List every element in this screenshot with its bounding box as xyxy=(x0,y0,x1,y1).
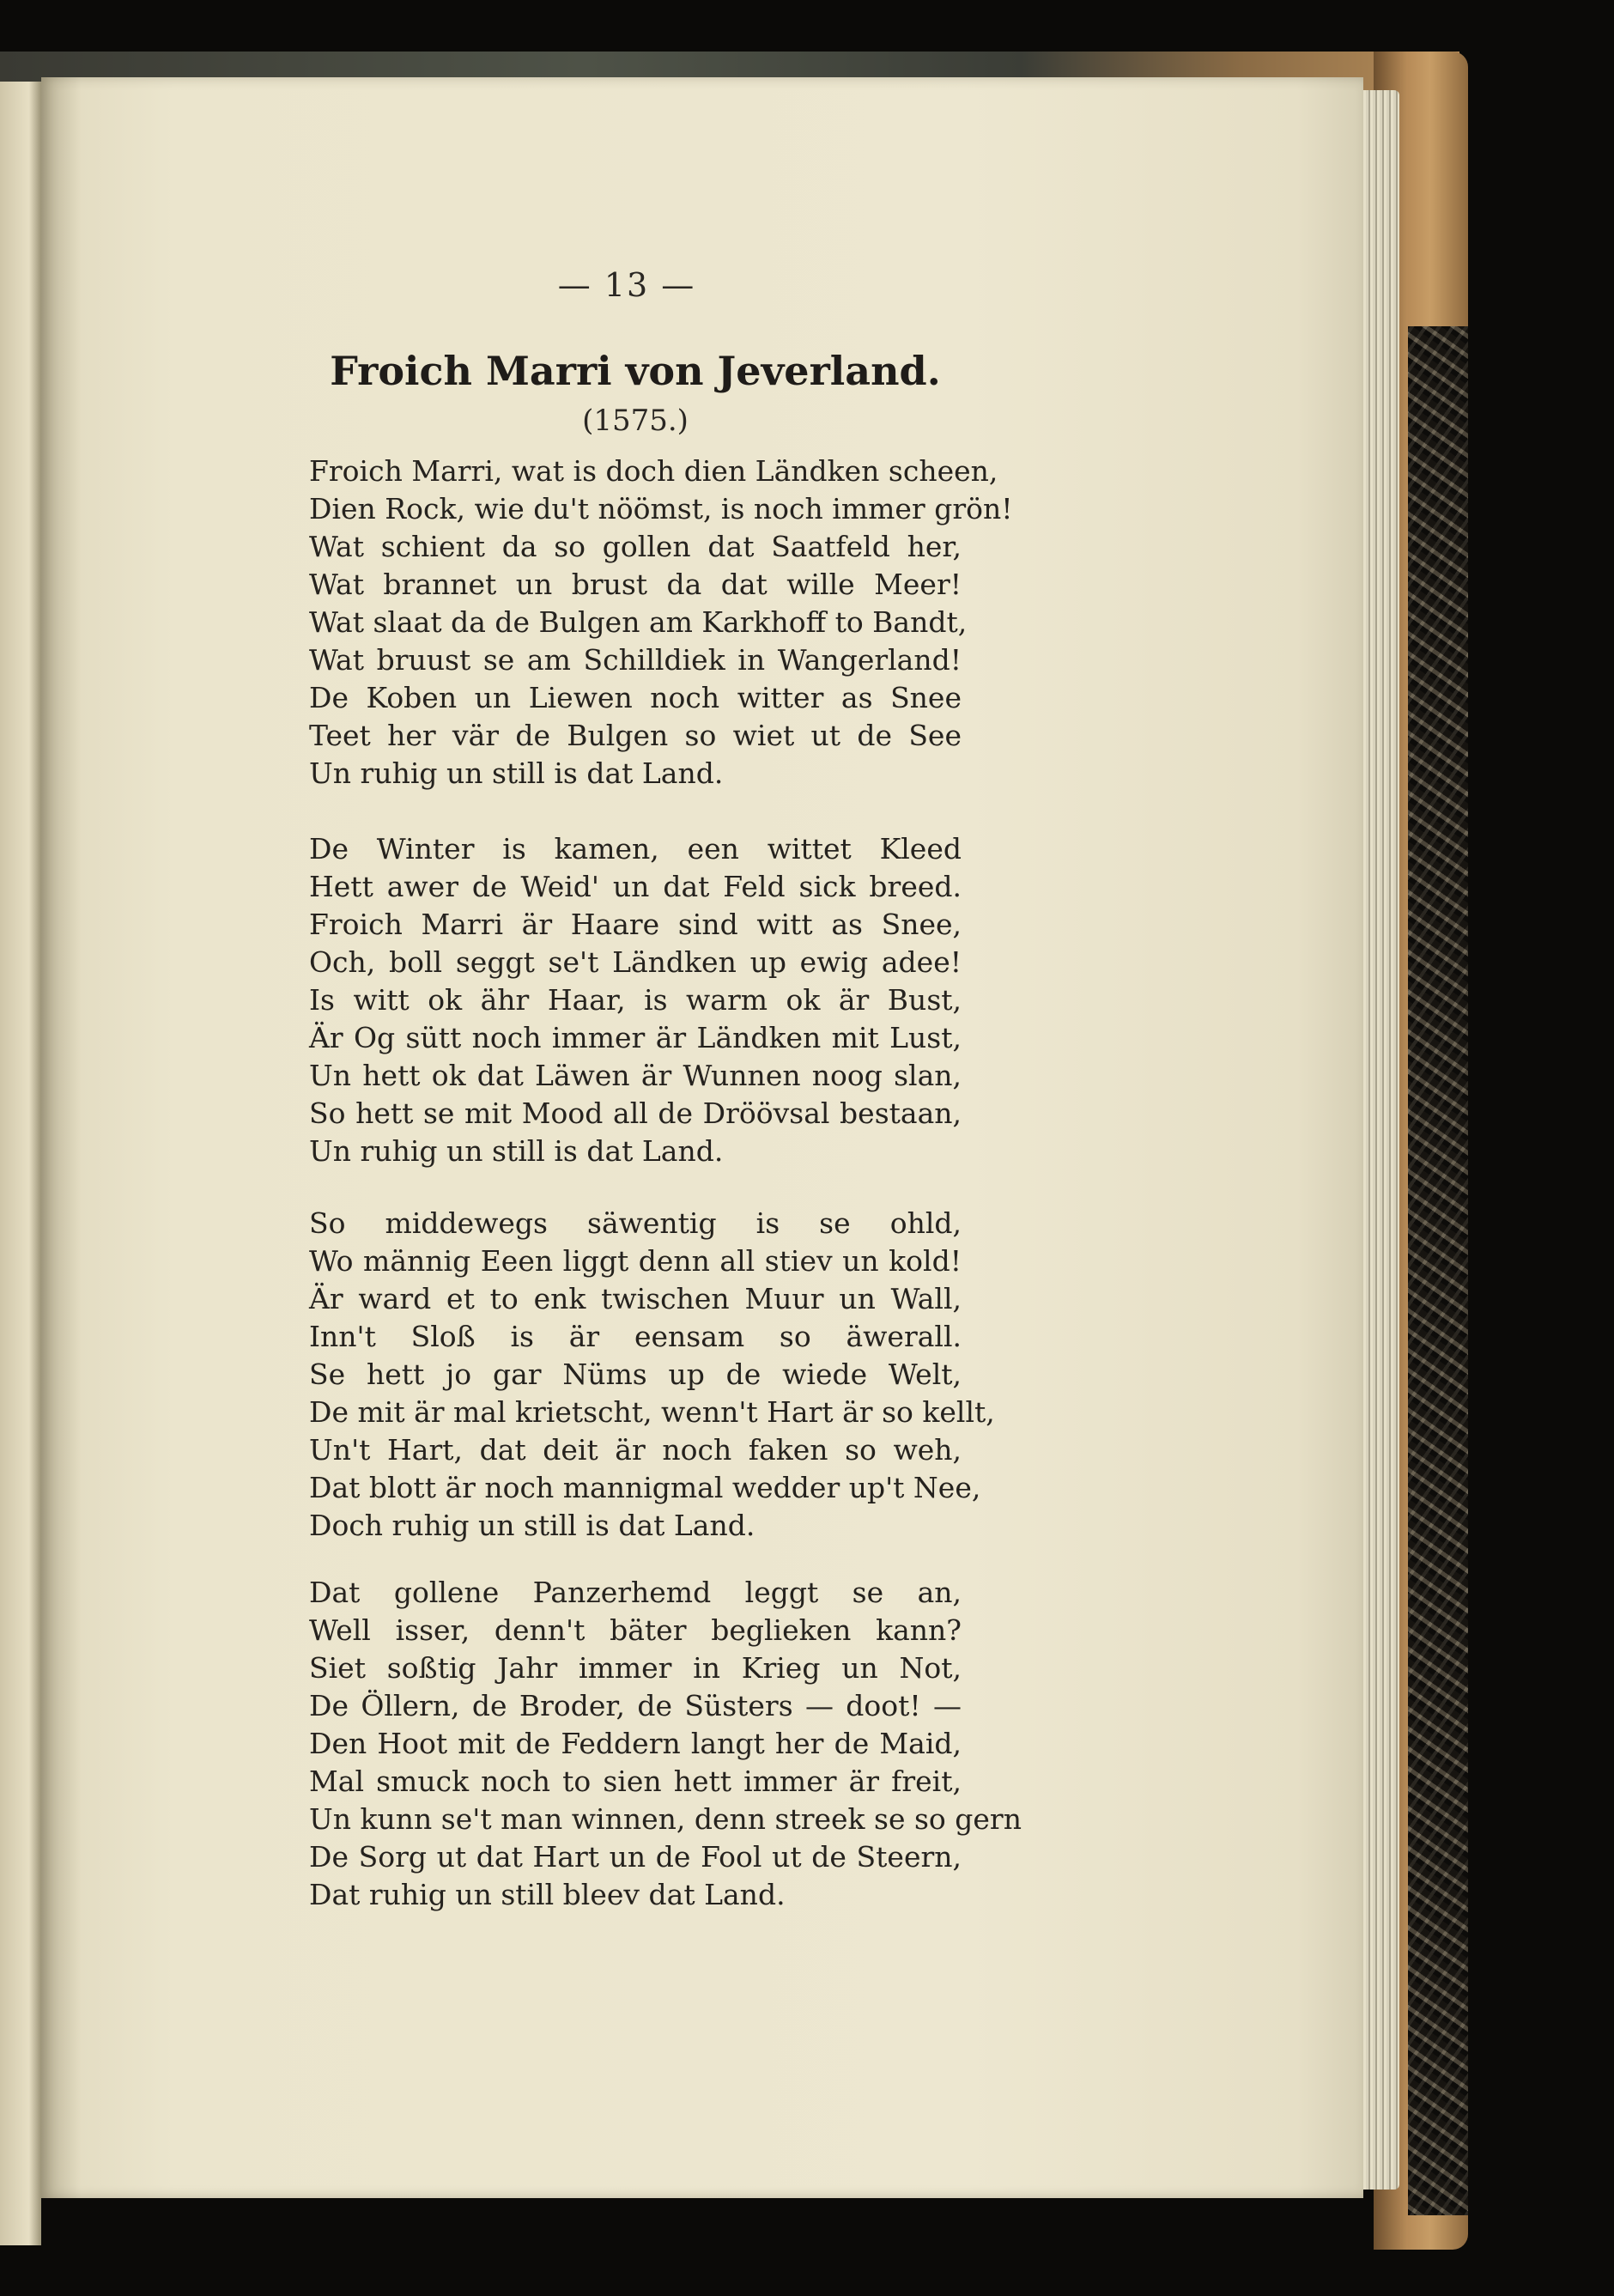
verse-line: Teet her vär de Bulgen so wiet ut de See xyxy=(309,719,962,752)
stanza-3 xyxy=(309,1205,995,1545)
verse-line: So hett se mit Mood all de Dröövsal bestaan, xyxy=(309,1096,962,1130)
verse-line: Is witt ok ähr Haar, is warm ok är Bust, xyxy=(309,983,962,1017)
verse-line: De Sorg ut dat Hart un de Fool ut de Steern, xyxy=(309,1840,962,1874)
verse-line: Wat schient da so gollen dat Saatfeld her, xyxy=(309,530,962,563)
verse-line: Un't Hart, dat deit är noch faken so weh, xyxy=(309,1433,962,1467)
verse-line: De Koben un Liewen noch witter as Snee xyxy=(309,681,962,714)
verse-line: De Öllern, de Broder, de Süsters — doot! — xyxy=(309,1689,962,1722)
marbled-cover-strip xyxy=(1408,326,1468,2215)
verse-line: De Winter is kamen, een wittet Kleed xyxy=(309,832,962,866)
page-number: — 13 — xyxy=(557,266,696,304)
verse-line: Hett awer de Weid' un dat Feld sick breed. xyxy=(309,870,962,903)
verse-line: Dien Rock, wie du't nöömst, is noch immer grön! xyxy=(309,492,1013,525)
verse-line: Wat bruust se am Schilldiek in Wangerland! xyxy=(309,643,962,677)
verse-line: Dat ruhig un still bleev dat Land. xyxy=(309,1878,786,1911)
verse-line: Froich Marri, wat is doch dien Ländken scheen, xyxy=(309,454,998,488)
verse-line: Wat slaat da de Bulgen am Karkhoff to Bandt, xyxy=(309,605,968,639)
verse-line: Un ruhig un still is dat Land. xyxy=(309,756,724,790)
verse-line: Inn't Sloß is är eensam so äwerall. xyxy=(309,1320,962,1353)
verse-line: Doch ruhig un still is dat Land. xyxy=(309,1509,755,1542)
verse-line: Dat blott är noch mannigmal wedder up't Nee, xyxy=(309,1471,981,1504)
stanza-4 xyxy=(309,1574,1022,1914)
verse-line: Dat gollene Panzerhemd leggt se an, xyxy=(309,1576,962,1609)
verse-line: Siet soßtig Jahr immer in Krieg un Not, xyxy=(309,1651,962,1685)
verse-line: De mit är mal krietscht, wenn't Hart är so kellt, xyxy=(309,1395,995,1429)
left-page-edge xyxy=(0,82,41,2245)
verse-line: Den Hoot mit de Feddern langt her de Maid, xyxy=(309,1727,962,1760)
verse-line: Är Og sütt noch immer är Ländken mit Lust, xyxy=(309,1021,962,1054)
poem-title: Froich Marri von Jeverland. xyxy=(330,348,941,394)
poem-year: (1575.) xyxy=(582,404,689,438)
verse-line: Wo männig Eeen liggt denn all stiev un kold! xyxy=(309,1244,962,1278)
verse-line: Un hett ok dat Läwen är Wunnen noog slan, xyxy=(309,1059,962,1092)
verse-line: Är ward et to enk twischen Muur un Wall, xyxy=(309,1282,962,1315)
verse-line: Och, boll seggt se't Ländken up ewig adee! xyxy=(309,945,962,979)
verse-line: Un kunn se't man winnen, denn streek se so gern xyxy=(309,1802,1022,1836)
verse-line: Wat brannet un brust da dat wille Meer! xyxy=(309,568,962,601)
verse-line: Froich Marri är Haare sind witt as Snee, xyxy=(309,908,962,941)
verse-line: Se hett jo gar Nüms up de wiede Welt, xyxy=(309,1358,962,1391)
verse-line: So middewegs säwentig is se ohld, xyxy=(309,1206,962,1240)
verse-line: Well isser, denn't bäter beglieken kann? xyxy=(309,1613,962,1647)
verse-line: Un ruhig un still is dat Land. xyxy=(309,1134,724,1168)
verse-line: Mal smuck noch to sien hett immer är freit, xyxy=(309,1765,962,1798)
stanza-2 xyxy=(309,830,962,1170)
stanza-1 xyxy=(309,453,1013,793)
